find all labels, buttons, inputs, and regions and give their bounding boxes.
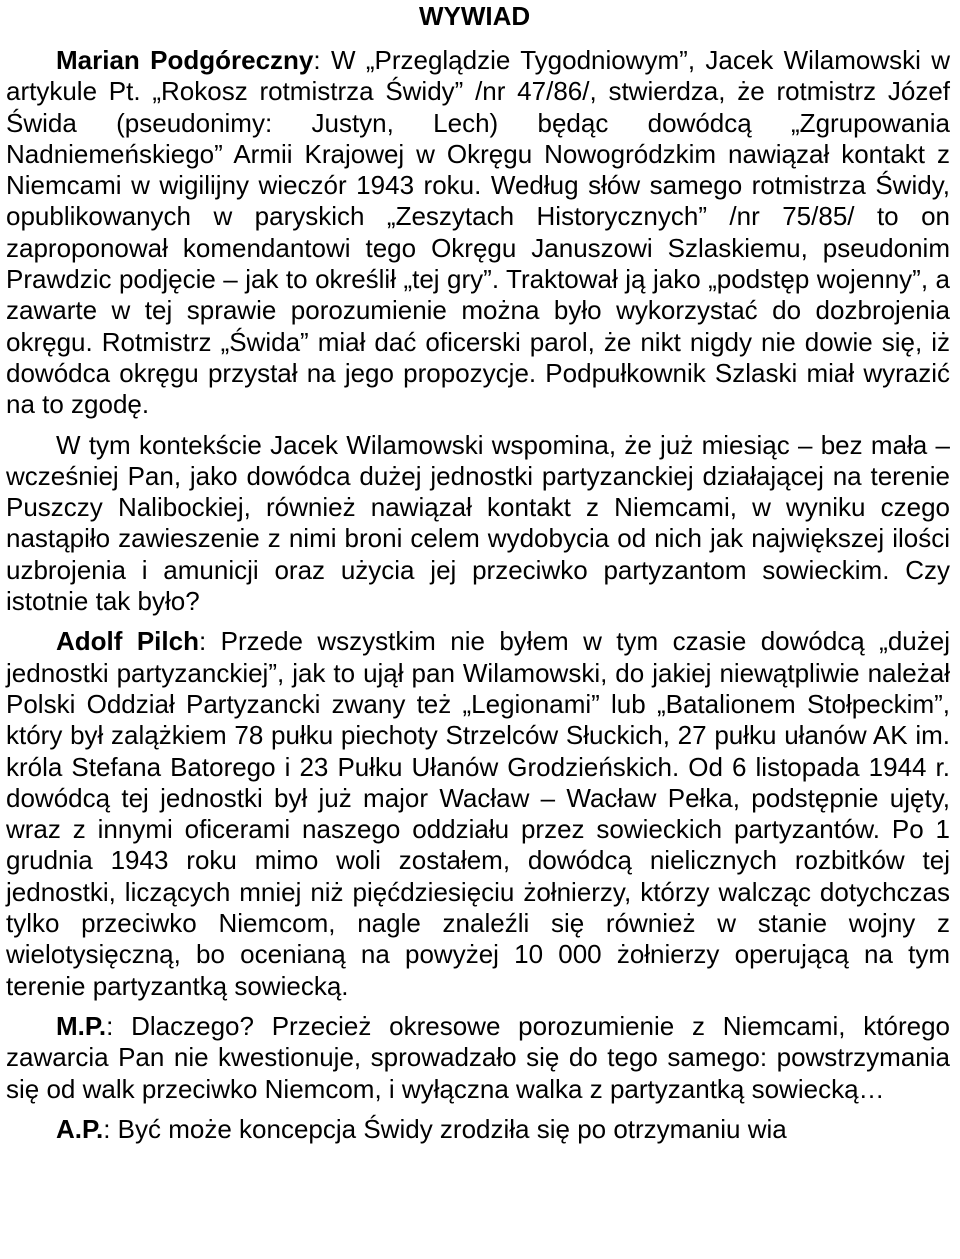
speaker-separator: : [103,1113,118,1144]
document-heading: WYWIAD [419,1,531,31]
speaker-name: A.P. [56,1113,104,1144]
speaker-separator: : [313,45,331,75]
paragraph-text: W „Przeglądzie Tygodniowym”, Jacek Wilamowski w artykule Pt. „Rokosz rotmistrza Świdy” /nr 47/86/, stwierdza, że rotmistrz Józef Świda (pseudonimy: Justyn, Lech) będąc dowódcą „Zgrupowania Nadniemeńskiego” Armii Krajowej w Okręgu Nowogródzkim nawiązał kontakt z Niemcami w wigilijny wieczór 1943 roku. Według słów samego rotmistrza Świdy, opublikowanych w paryskich „Zeszytach Historycznych” /nr 75/85/ to on zaproponował komendantowi tego Okręgu Januszowi Szlaskiemu, pseudonim Prawdzic podjęcie – jak to określił „tej gry”. Traktował ją jako „podstęp wojenny”, a zawarte w tej sprawie porozumienie można było wykorzystać do dozbrojenia okręgu. Rotmistrz „Świda” miał dać oficerski parol, że nikt nigdy nie dowie się, iż dowódca okręgu przystał na jego propozycje. Podpułkownik Szlaski miał wyrazić na to zgodę. [6,45,950,420]
speaker-name: Adolf Pilch [56,626,199,657]
paragraph-text: Być może koncepcja Świdy zrodziła się po otrzymaniu wia [117,1113,787,1144]
paragraph-4 [6,1011,950,1105]
paragraph-5 [6,1114,950,1145]
speaker-separator: : [198,626,221,657]
paragraph-text: Dlaczego? Przecież okresowe porozumienie z Niemcami, którego zawarcia Pan nie kwestionuje, sprowadzało się do tego samego: powstrzymania się od walk przeciwko Niemcom, i wyłączna walka z partyzantką sowiecką… [6,1010,951,1104]
paragraph-1 [6,45,950,421]
speaker-separator: : [106,1010,132,1041]
paragraph-text: Przede wszystkim nie byłem w tym czasie dowódcą „dużej jednostki partyzanckiej”, jak to ujął pan Wilamowski, do jakiej niewątpliwie należał Polski Oddział Partyzancki zwany też „Legionami” lub „Batalionem Stołpeckim”, który był zalążkiem 78 pułku piechoty Strzelców Słuckich, 27 pułku ułanów AK im. króla Stefana Batorego i 23 Pułku Ułanów Grodzieńskich. Od 6 listopada 1944 r. dowódcą tej jednostki był już major Wacław – Wacław Pełka, podstępnie ujęty, wraz z innymi oficerami naszego oddziału przez sowieckich partyzantów. Po 1 grudnia 1943 roku mimo woli zostałem, dowódcą nielicznych rozbitków tej jednostki, liczących mniej niż pięćdziesięciu żołnierzy, którzy walcząc dotychczas tylko przeciwko Niemcom, nagle znaleźli się również w stanie wojny z wielotysięczną, bo ocenianą na powyżej 10 000 żołnierzy operującą na tym terenie partyzantką sowiecką. [6,626,950,1001]
paragraph-2 [6,430,950,618]
paragraph-text: W tym kontekście Jacek Wilamowski wspomina, że już miesiąc – bez mała – wcześniej Pan, jako dowódca dużej jednostki partyzanckiej działającej na terenie Puszczy Nalibockiej, również nawiązał kontakt z Niemcami, w wyniku czego nastąpiło zawieszenie z nimi broni celem wydobycia od nich jak największej ilości uzbrojenia i amunicji oraz użycia jej przeciwko partyzantom sowieckim. Czy istotnie tak było? [6,429,950,617]
speaker-name: Marian Podgóreczny [56,45,314,75]
paragraph-3 [6,626,950,1002]
speaker-name: M.P. [56,1010,107,1041]
document-page [6,0,950,1145]
